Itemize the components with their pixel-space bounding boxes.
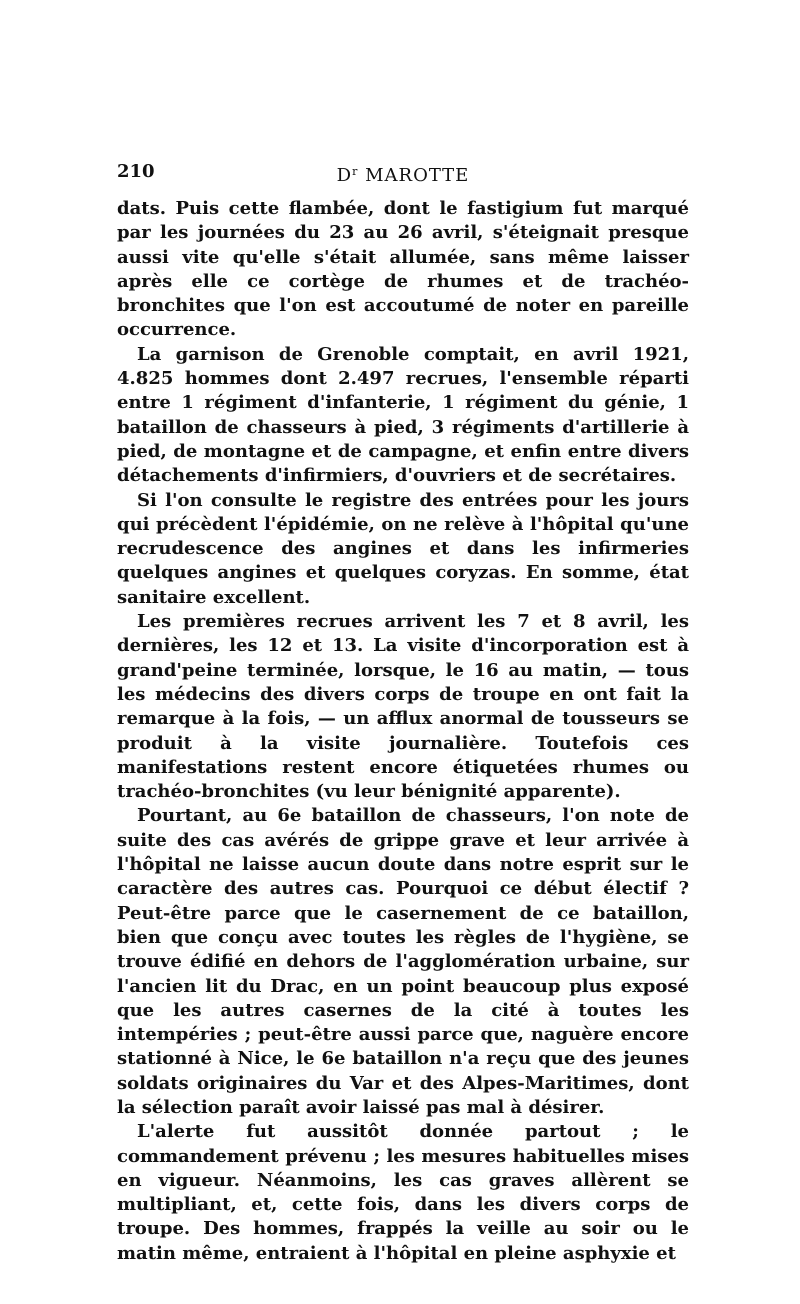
paragraph-garrison: La garnison de Grenoble comptait, en avril 1921, 4.825 hommes dont 2.497 recrues, l'ensemble réparti entre 1 régiment d'infanterie, 1 régiment du génie, 1 bataillon de chasseurs à pied, 3 régiments d'artillerie à pied, de montagne et de campagne, et enfin entre divers détachements d'infirmiers, d'ouvriers et de secrétaires. — [117, 343, 689, 487]
title-prefix: D — [336, 165, 353, 186]
paragraph-register: Si l'on consulte le registre des entrées pour les jours qui précèdent l'épidémie, on ne relève à l'hôpital qu'une recrudescence des angines et dans les infirmeries quelques angines et quelques coryzas. En somme, état sanitaire excellent. — [117, 489, 689, 608]
running-title — [117, 160, 689, 188]
paragraph-recruits: Les premières recrues arrivent les 7 et 8 avril, les dernières, les 12 et 13. La visite d'incorporation est à grand'peine terminée, lorsque, le 16 au matin, — tous les médecins des divers corps de troupe en ont fait la remarque à la fois, — un afflux anormal de tousseurs se produit à la visite journalière. Toutefois ces manifestations restent encore étiquetées rhumes ou trachéo-bronchites (vu leur bénignité apparente). — [117, 611, 689, 803]
page-number: 210 — [117, 161, 155, 182]
paragraph-chasseurs: Pourtant, au 6e bataillon de chasseurs, l'on note de suite des cas avérés de grippe grave et leur arrivée à l'hôpital ne laisse aucun doute dans notre esprit sur le caractère des autres cas. Pourquoi ce début électif ? Peut-être parce que le casernement de ce bataillon, bien que conçu avec toutes les règles de l'hygiène, se trouve édifié en dehors de l'agglomération urbaine, sur l'ancien lit du Drac, en un point beaucoup plus exposé que les autres casernes de la cité à toutes les intempéries ; peut-être aussi parce que, naguère encore stationné à Nice, le 6e bataillon n'a reçu que des jeunes soldats originaires du Var et des Alpes-Maritimes, dont la sélection paraît avoir laissé pas mal à désirer. — [117, 805, 689, 1118]
paragraph-continuation: dats. Puis cette flambée, dont le fastigium fut marqué par les journées du 23 au 26 avril, s'éteignait presque aussi vite qu'elle s'était allumée, sans même laisser après elle ce cortège de rhumes et de trachéo-bronchites que l'on est accoutumé de noter en pareille occurrence. — [117, 198, 689, 341]
title-superscript: r — [352, 165, 359, 178]
paragraph-alert: L'alerte fut aussitôt donnée partout ; le commandement prévenu ; les mesures habituelles mises en vigueur. Néanmoins, les cas graves allèrent se multipliant, et, cette fois, dans les divers corps de troupe. Des hommes, frappés la veille au soir ou le matin même, entraient à l'hôpital en pleine asphyxie et — [117, 1121, 689, 1264]
running-head — [117, 160, 689, 184]
author-name: MAROTTE — [358, 165, 470, 186]
body-text — [117, 197, 689, 1266]
